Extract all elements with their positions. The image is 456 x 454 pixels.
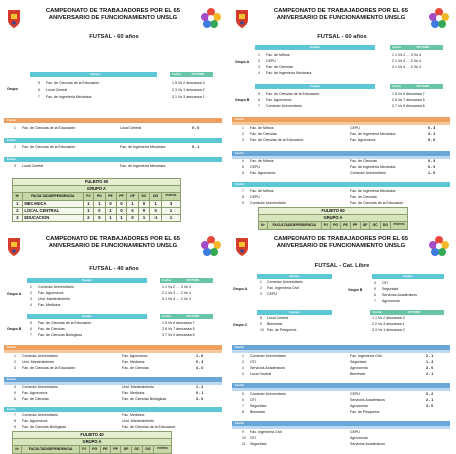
match-score: 2 - 1 <box>426 372 434 376</box>
match-block-header: Fecha <box>232 182 450 187</box>
match-home: CEPU <box>250 195 260 199</box>
match-home: Fac. de Ciencias de la Educación <box>250 138 304 142</box>
category-subtitle: FUTSAL - 60 años <box>89 34 139 40</box>
team-name: Fac. de Pesquería <box>267 328 297 332</box>
match-away: Fac. Ingeniería Civil <box>350 354 382 358</box>
match-score: 3 - 0 <box>426 404 434 408</box>
match-away: CEPU <box>350 392 360 396</box>
team-header: Equipo <box>257 274 332 279</box>
match-away: Fac. de Ingeniería Mecánica <box>120 145 166 149</box>
standings-group: GRUPO A <box>259 215 408 222</box>
fixture-row: 3 7 Vs 5 descansa 6 <box>392 104 425 108</box>
table-row: 2 LOCAL CENTRAL 1 0 1 0 0 0 0 1 <box>13 207 181 214</box>
match-home: Fac. de Mitnos <box>250 159 274 163</box>
match-away: Fac. de Ingeniería Mecánica <box>120 164 166 168</box>
match-home: Bienestar <box>250 410 266 414</box>
anniversary-flower-logo <box>428 7 450 29</box>
fecha-header: Fecha <box>370 310 384 315</box>
match-home: Fac. de Ciencias <box>22 397 49 401</box>
team-name: Local Central <box>267 316 289 320</box>
match-away: Fac. Agronomía <box>122 354 148 358</box>
match-home: Fac. de Ciencias de la Educación <box>22 145 76 149</box>
match-home: Local Central <box>250 372 272 376</box>
match-home: Comedor Universitario <box>250 392 286 396</box>
university-shield-logo <box>235 237 249 257</box>
fecha-header: Fecha <box>160 314 173 319</box>
standings-table: FULBITO 60 GRUPO A Nº FACULTAD/DEPENDENCIA PJ PG PE PP GF GC DG PUNTOS <box>258 207 408 230</box>
standings-group: GRUPO A <box>13 186 181 193</box>
match-away: Fac. de Ciencias Biológicas <box>122 397 167 401</box>
team-name: Fac. de Ingeniería Mecánica <box>46 95 92 99</box>
match-away: Fac. Medicina <box>122 413 145 417</box>
match-score: 1 - 0 <box>428 171 436 175</box>
match-block-header: Fecha <box>232 421 450 426</box>
fixture-row: 2 6 Vs 7 descansa 5 <box>162 327 195 331</box>
fixture-header: FIXTURE <box>384 310 444 315</box>
team-name: CEPU <box>267 292 277 296</box>
match-away: Fac. de Ingeniería Mecánica <box>350 165 396 169</box>
team-name: Fac. Agronomía <box>38 291 64 295</box>
group-label: Grupo A <box>233 287 248 291</box>
fixture-row: 2 2 Vs 3 descansa 1 <box>372 322 405 326</box>
standings-title: FULBITO 60 <box>13 179 181 186</box>
match-away: Und. Mantenimiento <box>122 419 155 423</box>
match-away: Servicios Académicos <box>350 398 385 402</box>
match-home: OTI <box>250 360 256 364</box>
anniversary-flower-logo <box>428 235 450 257</box>
match-home: Comedor Universitario <box>22 385 58 389</box>
match-away: Comedor Universitario <box>350 171 386 175</box>
fixture-row: 2 3 Vs 1 descansa 2 <box>172 88 205 92</box>
match-score: 3 - 0 <box>426 366 434 370</box>
group-label: Grupo <box>7 87 18 91</box>
match-home: Comedor Universitario <box>22 354 58 358</box>
team-name: Fac. Agronomía <box>266 98 292 102</box>
team-name: Seguridad <box>382 287 399 291</box>
team-name: Fac. de Ciencias <box>38 327 65 331</box>
match-away: Agronomía <box>350 436 368 440</box>
fixture-header: FIXTURE <box>183 72 213 77</box>
match-block-header: Fecha <box>4 118 222 123</box>
match-away: Fac. de Ciencias de la Educación <box>122 425 176 429</box>
team-name: Fac. de Ciencias <box>266 65 293 69</box>
match-block-header: Fecha <box>232 151 450 156</box>
match-block-header: Fecha <box>4 138 222 143</box>
fixture-row: 3 1 Vs 4 … 2 Vs 3 <box>162 297 191 301</box>
team-name: OTI <box>382 281 388 285</box>
match-home: Fac. Agronomía <box>22 391 48 395</box>
category-subtitle: FUTSAL - 60 años <box>317 34 367 40</box>
team-name: Fac. de Ciencias de la Educación <box>38 321 92 325</box>
match-block-header: Fecha <box>232 117 450 122</box>
match-away: Fac. Medicina <box>122 391 145 395</box>
category-subtitle: FUTSAL - Cat. Libre <box>314 263 370 269</box>
match-score: 0 - 1 <box>192 145 200 149</box>
fecha-header: Fecha <box>390 84 403 89</box>
standings-title: FULBITO 40 <box>13 432 172 439</box>
fixture-row: 1 1 Vs 2 … 3 Vs 4 <box>162 285 191 289</box>
fixture-row: 3 1 Vs 3 descansa 1 <box>172 95 205 99</box>
fecha-header: Fecha <box>390 45 403 50</box>
group-label: Grupo A <box>7 292 22 296</box>
university-shield-logo <box>7 9 21 29</box>
match-score: 1 - 3 <box>426 360 434 364</box>
match-home: Local Central <box>22 164 44 168</box>
team-name: Local Central <box>46 88 68 92</box>
match-away: CEPU <box>350 126 360 130</box>
match-away: Und. Mantenimiento <box>122 385 155 389</box>
team-name: Fac. de Ciencias de la Educación <box>46 81 100 85</box>
match-away: Agronomía <box>350 404 368 408</box>
match-score: 5 - 0 <box>428 138 436 142</box>
category-subtitle: FUTSAL - 40 años <box>89 266 139 272</box>
match-home: Fac. Agronomía <box>22 419 48 423</box>
match-block-header: Fecha <box>232 345 450 350</box>
match-score: 4 - 0 <box>196 366 204 370</box>
fixture-row: 2 6 Vs 7 descansa 5 <box>392 98 425 102</box>
match-home: Servicios Académicos <box>250 366 285 370</box>
match-score: 0 - 1 <box>196 391 204 395</box>
fixture-row: 1 5 Vs 6 descansa 7 <box>392 92 425 96</box>
match-away: Fac. de Ingeniería Mecánica <box>350 189 396 193</box>
match-home: Fac. de Ciencias <box>250 132 277 136</box>
match-home: Comedor Universitario <box>22 413 58 417</box>
match-score: 3 - 0 <box>196 397 204 401</box>
panel-futsal-40: CAMPEONATO DE TRABAJADORES POR EL 65 ANIVERSARIO DE FUNCIONAMIENTO UNSLG FUTSAL - 40 años Equipo Fecha FIXTURE Grupo A 1 Comedor Universitario 2 Fac. Agronomía 3 Und. Mantenimiento 4 Fac. Medicina 1 1 Vs 2 … 3 Vs 4 2 1 Vs 3 … 2 Vs 4 3 1 Vs 4 … 2 Vs 3 Equipo Fecha FIXTURE Grupo B 5 Fac. de Ciencias de la Educación 6 Fac. de Ciencias 7 Fac. de Ciencias Biológicas 1 5 Vs 6 descansa 7 2 6 Vs 7 descansa 5 3 7 Vs 5 descansa 6 Fecha 1 Comedor Universitario Fac. Agronomía 1 - 0 2 Und. Mantenimiento Fac. Medicina 0 - 3 3 Fac. de Ciencias de la Educación Fac. de Ciencias 4 - 0 Fecha 4 Comedor Universitario Und. Mantenimiento 1 - 2 5 Fac. Agronomía Fac. Medicina 0 - 1 6 Fac. de Ciencias Fac. de Ciencias Biológicas 3 - 0 Fecha 7 Comedor Universitario Fac. Medicina 8 Fac. Agronomía Und. Mantenimiento 9 Fac. de Ciencias Biológicas Fac. de Ciencias de la Educación FULBITO 40 GRUPO A Nº FACULTAD/DEPENDENCIA PJ PG PE PP GF GC DG PUNTOS <box>2 230 226 452</box>
team-name: Fac. Medicina <box>38 303 61 307</box>
panel-futsal-60-b: CAMPEONATO DE TRABAJADORES POR EL 65 ANIVERSARIO DE FUNCIONAMIENTO UNSLG FUTSAL - 60 años Equipo Fecha FIXTURE Grupo A 1 Fac. de Mitnos 2 CEPU 3 Fac. de Ciencias 4 Fac. de Ingeniería Mecánica 1 1 Vs 2 … 3 Vs 4 2 1 Vs 3 … 2 Vs 4 3 1 Vs 4 … 2 Vs 3 Equipo Fecha FIXTURE Grupo B 5 Fac. de Ciencias de la Educación 6 Fac. Agronomía 7 Comedor Universitario 1 5 Vs 6 descansa 7 2 6 Vs 7 descansa 5 3 7 Vs 5 descansa 6 Fecha 1 Fac. de Mitnos CEPU 0 - 3 2 Fac. de Ciencias Fac. de Ingeniería Mecánica 4 - 2 3 Fac. de Ciencias de la Educación Fac. Agronomía 5 - 0 Fecha 4 Fac. de Mitnos Fac. de Ciencias 0 - 3 5 CEPU Fac. de Ingeniería Mecánica 0 - 0 6 Fac. Agronomía Comedor Universitario 1 - 0 Fecha 7 Fac. de Mitnos Fac. de Ingeniería Mecánica 8 CEPU Fac. de Ciencias 9 Comedor Universitario Fac. de Ciencias de la Educación FULBITO 60 GRUPO A Nº FACULTAD/DEPENDENCIA PJ PG PE PP GF GC DG PUNTOS <box>230 2 454 224</box>
match-away: Agronomía <box>350 366 368 370</box>
team-header: Equipo <box>372 274 444 279</box>
match-block-header: Fecha <box>4 345 222 350</box>
fixture-header: FIXTURE <box>173 278 213 283</box>
match-score: 0 - 2 <box>426 392 434 396</box>
match-score: 0 - 0 <box>192 126 200 130</box>
group-label: Grupo B <box>235 98 250 102</box>
match-home: Und. Mantenimiento <box>22 360 55 364</box>
team-name: Fac. Ingeniería Civil <box>267 286 299 290</box>
match-home: Fac. de Mitnos <box>250 126 274 130</box>
match-block-header: Fecha <box>4 407 222 412</box>
team-name: Bienestar <box>267 322 283 326</box>
team-header: Equipo <box>27 278 147 283</box>
fixture-header: FIXTURE <box>403 84 443 89</box>
match-score: 0 - 0 <box>428 165 436 169</box>
match-away: Fac. de Ciencias de la Educación <box>350 201 404 205</box>
match-away: Fac. Medicina <box>122 360 145 364</box>
standings-title: FULBITO 60 <box>259 208 408 215</box>
page-title: CAMPEONATO DE TRABAJADORES POR EL 65 ANIVERSARIO DE FUNCIONAMIENTO UNSLG <box>45 236 181 250</box>
match-score: 1 - 2 <box>196 385 204 389</box>
group-label: Grupo B <box>7 327 22 331</box>
table-row: 3 EDUCACION 2 0 1 1 0 1 -1 1 <box>13 215 181 222</box>
match-away: Fac. Agronomía <box>350 138 376 142</box>
team-name: Fac. de Mitnos <box>266 53 290 57</box>
match-away: Local Central <box>120 126 142 130</box>
university-shield-logo <box>235 9 249 29</box>
page-title: CAMPEONATO DE TRABAJADORES POR EL 65 ANIVERSARIO DE FUNCIONAMIENTO UNSLG <box>45 8 181 22</box>
team-name: Fac. de Ingeniería Mecánica <box>266 71 312 75</box>
match-away: Fac. de Ingeniería Mecánica <box>350 132 396 136</box>
match-score: 0 - 3 <box>428 126 436 130</box>
fixture-header: FIXTURE <box>403 45 443 50</box>
match-away: Fac. de Ciencias <box>122 366 149 370</box>
match-home: Fac. de Mitnos <box>250 189 274 193</box>
university-shield-logo <box>7 237 21 257</box>
match-away: Fac. de Ciencias <box>350 159 377 163</box>
match-block-header: Fecha <box>232 383 450 388</box>
team-name: Comedor Universitario <box>38 285 74 289</box>
match-home: Seguridad <box>250 442 267 446</box>
team-name: Comedor Universitario <box>266 104 302 108</box>
match-block-header: Fecha <box>4 377 222 382</box>
team-name: Fac. de Ciencias Biológicas <box>38 333 83 337</box>
match-home: Fac. Agronomía <box>250 171 276 175</box>
standings-table: FULBITO 40 GRUPO A Nº FACULTAD/DEPENDENCIA PJ PG PE PP GF GC DG PUNTOS <box>12 431 172 454</box>
match-home: OTI <box>250 398 256 402</box>
table-row: 1 MECANICA 1 1 0 0 1 0 1 3 <box>13 200 181 207</box>
fixture-row: 3 3 Vs 1 descansa 2 <box>372 328 405 332</box>
page-title: CAMPEONATO DE TRABAJADORES POR EL 65 ANIVERSARIO DE FUNCIONAMIENTO UNSLG <box>273 8 409 22</box>
fixture-header: FIXTURE <box>173 314 213 319</box>
match-home: Comedor Universitario <box>250 354 286 358</box>
group-label: Grupo A <box>235 60 250 64</box>
team-header: Equipo <box>255 84 375 89</box>
fixture-row: 1 1 Vs 2 descansa 3 <box>372 316 405 320</box>
match-away: CEPU <box>350 430 360 434</box>
match-home: Fac. de Ciencias de la Educación <box>22 366 76 370</box>
standings-group: GRUPO A <box>13 439 172 446</box>
standings-table: FULBITO 60 GRUPO A Nº FACULTAD/DEPENDENCIA PJ PG PE PP GF GC DG PUNTOS 1 MECANICA 1 1 0 0 1 0 1 3 2 LOCAL CENTRAL 1 0 1 0 0 0 0 1 3 EDUCACION 2 0 1 1 0 1 -1 1 <box>12 178 181 222</box>
page-title: CAMPEONATO DE TRABAJADORES POR EL 65 ANIVERSARIO DE FUNCIONAMIENTO UNSLG <box>273 236 409 250</box>
panel-futsal-60-a: CAMPEONATO DE TRABAJADORES POR EL 65 ANIVERSARIO DE FUNCIONAMIENTO UNSLG FUTSAL - 60 años Equipo Fecha FIXTURE Grupo 5 Fac. de Ciencias de la Educación 6 Local Central 7 Fac. de Ingeniería Mecánica 1 5 Vs 2 descansa 3 2 3 Vs 1 descansa 2 3 1 Vs 3 descansa 1 Fecha 1 Fac. de Ciencias de la Educación Local Central 0 - 0 Fecha 2 Fac. de Ciencias de la Educación Fac. de Ingeniería Mecánica 0 - 1 Fecha 3 Local Central Fac. de Ingeniería Mecánica FULBITO 60 GRUPO A Nº FACULTAD/DEPENDENCIA PJ PG PE PP GF GC DG PUNTOS 1 MECANICA 1 1 0 0 1 0 1 3 2 LOCAL CENTRAL 1 0 1 0 0 0 0 1 3 EDUCACION 2 0 1 1 0 1 -1 1 <box>2 2 226 224</box>
match-away: Fac. de Ciencias <box>350 195 377 199</box>
match-away: Fac. de Pesquería <box>350 410 380 414</box>
match-block-header: Fecha <box>4 157 222 162</box>
match-home: CEPU <box>250 165 260 169</box>
team-name: CEPU <box>266 59 276 63</box>
fixture-row: 1 1 Vs 2 … 3 Vs 4 <box>392 53 421 57</box>
match-home: Fac. Ingeniería Civil <box>250 430 282 434</box>
team-header: Equipo <box>257 310 332 315</box>
fixture-row: 2 1 Vs 3 … 2 Vs 4 <box>162 291 191 295</box>
match-away: Servicios Académicos <box>350 442 385 446</box>
match-away: Bienestar <box>350 372 366 376</box>
match-score: 2 - 1 <box>426 398 434 402</box>
match-away: Seguridad <box>350 360 367 364</box>
match-score: 4 - 2 <box>428 132 436 136</box>
team-name: Comedor Universitario <box>267 280 303 284</box>
match-score: 1 - 0 <box>196 354 204 358</box>
team-header: Equipo <box>27 314 147 319</box>
group-label: Grupo C <box>233 323 248 327</box>
match-home: Fac. de Ciencias de la Educación <box>22 126 76 130</box>
anniversary-flower-logo <box>200 7 222 29</box>
team-name: Und. Mantenimiento <box>38 297 71 301</box>
fecha-header: Fecha <box>160 278 173 283</box>
fixture-row: 1 5 Vs 6 descansa 7 <box>162 321 195 325</box>
fixture-row: 3 1 Vs 4 … 2 Vs 3 <box>392 65 421 69</box>
fixture-row: 1 5 Vs 2 descansa 3 <box>172 81 205 85</box>
match-home: Seguridad <box>250 404 267 408</box>
fixture-row: 3 7 Vs 5 descansa 6 <box>162 333 195 337</box>
group-label: Grupo B <box>348 288 363 292</box>
team-name: Servicios Académicos <box>382 293 417 297</box>
team-name: Fac. de Ciencias de la Educación <box>266 92 320 96</box>
match-score: 2 - 1 <box>426 354 434 358</box>
match-home: OTI <box>250 436 256 440</box>
match-home: Comedor Universitario <box>250 201 286 205</box>
panel-futsal-libre: CAMPEONATO DE TRABAJADORES POR EL 65 ANIVERSARIO DE FUNCIONAMIENTO UNSLG FUTSAL - Cat. Libre Equipo Grupo A 1 Comedor Universitario 2 Fac. Ingeniería Civil 3 CEPU Equipo Grupo B 4 OTI 5 Seguridad 6 Servicios Académicos 7 Agronomía Equipo Grupo C 8 Local Central 9 Bienestar 10 Fac. de Pesquería Fecha FIXTURE 1 1 Vs 2 descansa 3 2 2 Vs 3 descansa 1 3 3 Vs 1 descansa 2 Fecha 1 Comedor Universitario Fac. Ingeniería Civil 2 - 1 2 OTI Seguridad 1 - 3 3 Servicios Académicos Agronomía 3 - 0 4 Local Central Bienestar 2 - 1 Fecha 5 Comedor Universitario CEPU 0 - 2 6 OTI Servicios Académicos 2 - 1 7 Seguridad Agronomía 3 - 0 8 Bienestar Fac. de Pesquería Fecha 9 Fac. Ingeniería Civil CEPU 10 OTI Agronomía 11 Seguridad Servicios Académicos <box>230 230 454 452</box>
match-score: 0 - 3 <box>428 159 436 163</box>
match-score: 0 - 3 <box>196 360 204 364</box>
team-name: Agronomía <box>382 299 400 303</box>
fixture-row: 2 1 Vs 3 … 2 Vs 4 <box>392 59 421 63</box>
match-home: Fac. de Ciencias Biológicas <box>22 425 67 429</box>
team-header: Equipo <box>255 45 375 50</box>
team-header: Equipo <box>34 72 157 77</box>
anniversary-flower-logo <box>200 235 222 257</box>
fecha-header: Fecha <box>170 72 183 77</box>
